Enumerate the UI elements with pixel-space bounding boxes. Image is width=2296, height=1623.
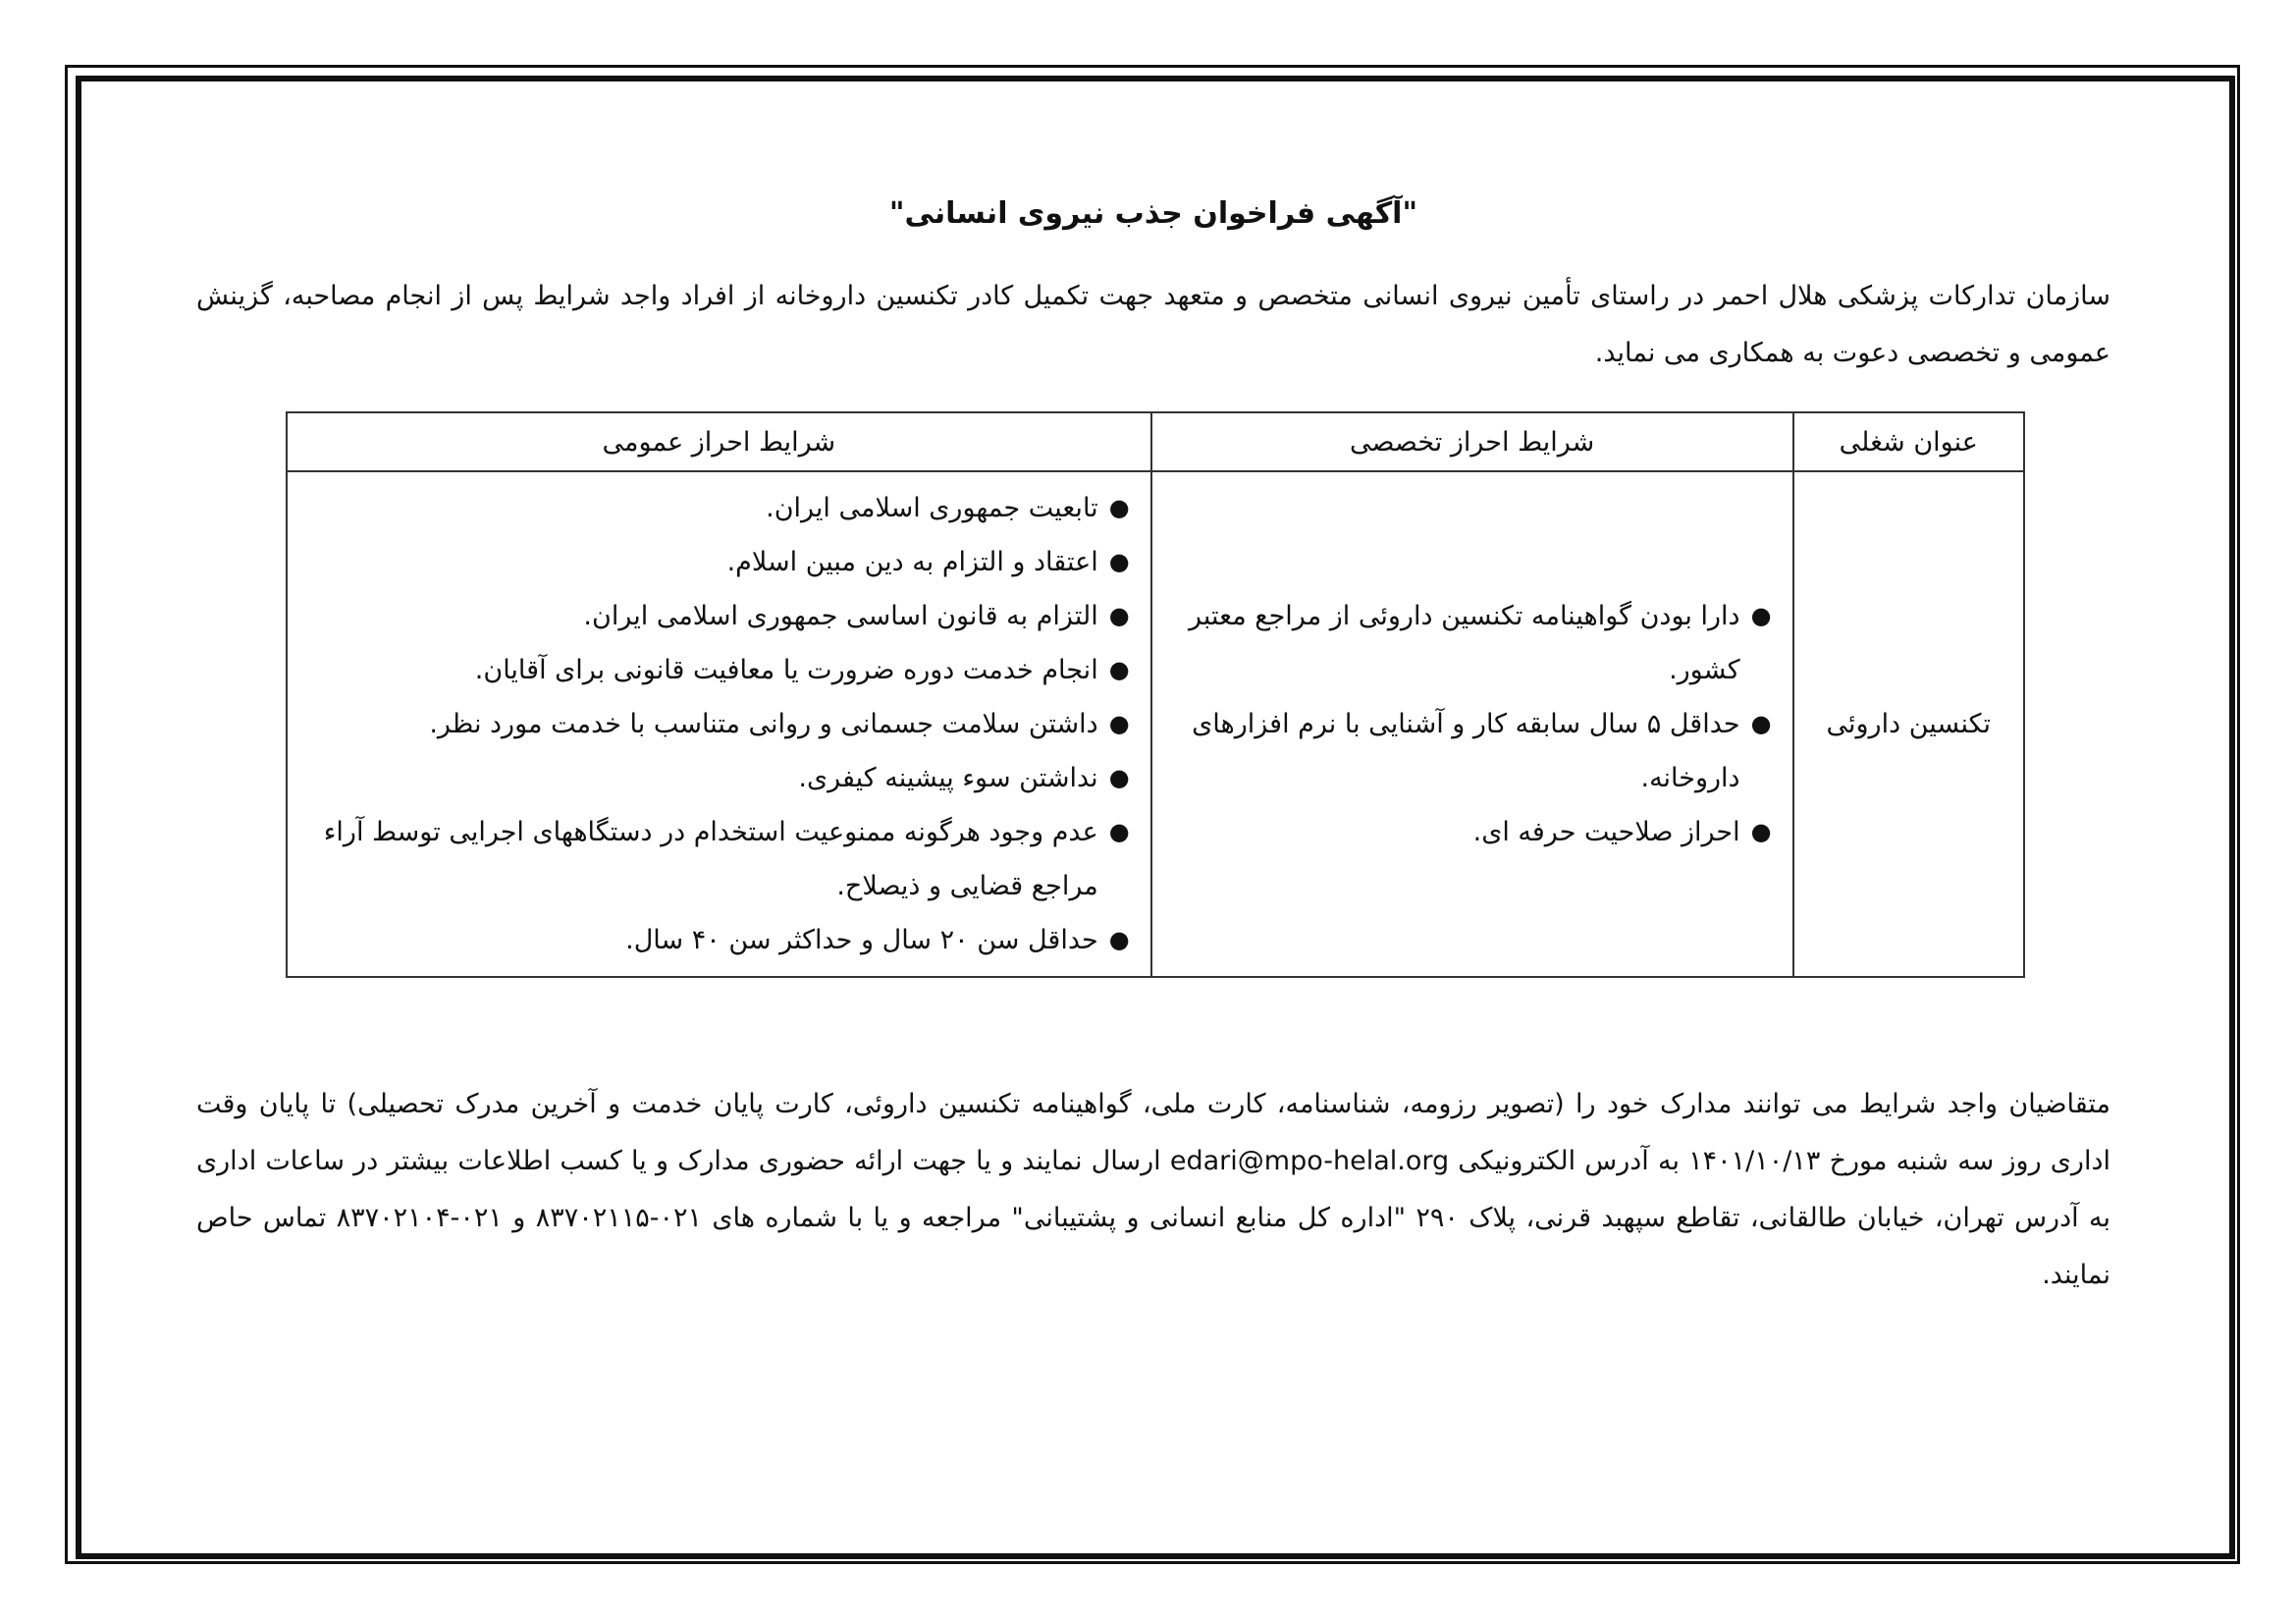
list-item: ● دارا بودن گواهینامه تکنسین داروئی از مراجع معتبر کشور. [1167, 589, 1774, 697]
intro-paragraph: سازمان تدارکات پزشکی هلال احمر در راستای تأمین نیروی انسانی متخصص و متعهد جهت تکمیل کادر تکنسین داروخانه از افراد واجد شرایط پس از انجام مصاحبه، گزینش عمومی و تخصصی دعوت به همکاری می نماید. [196, 281, 2110, 368]
header-job-title: عنوان شغلی [1793, 412, 2024, 471]
general-list [289, 473, 1149, 975]
specialized-list [1153, 581, 1791, 867]
list-item: ● حداقل سن ۲۰ سال و حداکثر سن ۴۰ سال. [302, 913, 1132, 967]
list-item: ● التزام به قانون اساسی جمهوری اسلامی ایران. [302, 589, 1132, 643]
list-item: ● اعتقاد و التزام به دین مبین اسلام. [302, 535, 1132, 589]
cell-general [287, 471, 1151, 977]
list-item: ● داشتن سلامت جسمانی و روانی متناسب با خدمت مورد نظر. [302, 697, 1132, 751]
bullet-icon: ● [1750, 710, 1772, 737]
cell-specialized [1151, 471, 1793, 977]
page-title: "آگهی فراخوان جذب نیروی انسانی" [888, 196, 1418, 231]
bullet-icon: ● [1108, 602, 1130, 629]
list-item: ● نداشتن سوء پیشینه کیفری. [302, 751, 1132, 805]
bullet-icon: ● [1108, 764, 1130, 791]
bullet-icon: ● [1108, 926, 1130, 953]
header-general: شرایط احراز عمومی [287, 412, 1151, 471]
header-specialized: شرایط احراز تخصصی [1151, 412, 1793, 471]
bullet-icon: ● [1750, 602, 1772, 629]
bullet-icon: ● [1108, 710, 1130, 737]
requirements-table [286, 411, 2025, 978]
bullet-icon: ● [1750, 818, 1772, 845]
list-item: ● انجام خدمت دوره ضرورت یا معافیت قانونی برای آقایان. [302, 643, 1132, 697]
cell-job-title: تکنسین داروئی [1793, 471, 2024, 977]
list-item: ● حداقل ۵ سال سابقه کار و آشنایی با نرم افزارهای داروخانه. [1167, 697, 1774, 805]
list-item: ● احراز صلاحیت حرفه ای. [1167, 805, 1774, 859]
bullet-icon: ● [1108, 494, 1130, 521]
bullet-icon: ● [1108, 818, 1130, 845]
closing-paragraph: متقاضیان واجد شرایط می توانند مدارک خود را (تصویر رزومه، شناسنامه، کارت ملی، گواهینامه تکنسین داروئی، کارت پایان خدمت و آخرین مدرک تحصیلی) تا پایان وقت اداری روز سه شنبه مورخ ۱۴۰۱/۱۰/۱۳ به آدرس الکترونیکی edari@mpo-helal.org ارسال نمایند و یا جهت ارائه حضوری مدارک و یا کسب اطلاعات بیشتر در ساعات اداری به آدرس تهران، خیابان طالقانی، تقاطع سپهبد قرنی، پلاک ۲۹۰ "اداره کل منابع انسانی و پشتیبانی" مراجعه و یا با شماره های ۰۲۱-۸۳۷۰۲۱۱۵ و ۰۲۱-۸۳۷۰۲۱۰۴ تماس حاص نمایند. [196, 1089, 2110, 1290]
table-header-row [287, 412, 2024, 471]
bullet-icon: ● [1108, 656, 1130, 683]
document-body [196, 177, 2110, 1304]
bullet-icon: ● [1108, 548, 1130, 575]
list-item: ● تابعیت جمهوری اسلامی ایران. [302, 481, 1132, 535]
table-row [287, 471, 2024, 977]
list-item: ● عدم وجود هرگونه ممنوعیت استخدام در دستگاههای اجرایی توسط آراء مراجع قضایی و ذیصلاح. [302, 805, 1132, 913]
